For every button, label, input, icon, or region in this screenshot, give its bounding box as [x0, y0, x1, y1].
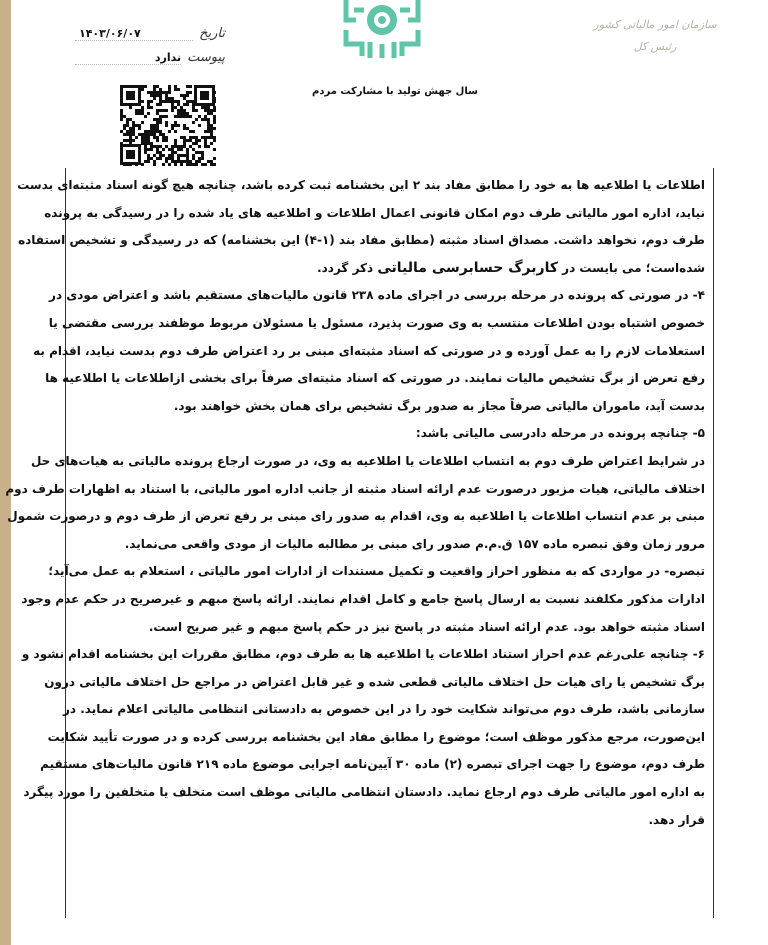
- text-line: رفع تعرض از برگ تشخیص مالیات نمایند. در صورتی که اسناد مثبته‌ای صرفاً برای بخشی ازاطلاعات یا اطلاعیه ها: [45, 371, 705, 386]
- text-line: برگ تشخیص یا رای هیات حل اختلاف مالیاتی قطعی شده و غیر قابل اعتراض در مراجع حل اختلاف مالیاتی درون: [44, 674, 705, 689]
- attachment-value: ندارد: [75, 51, 181, 65]
- paragraph: [21, 641, 705, 834]
- text-line: نیاید، اداره امور مالیاتی طرف دوم امکان قانونی اعمال اطلاعات و اطلاعیه های یاد شده را در رسیدگی به پرونده: [44, 205, 705, 220]
- date-field: [75, 26, 225, 41]
- text-line: استعلامات لازم را به عمل آورده و در صورتی که اسناد مثبته‌ای مبنی بر رد اعتراض طرف دوم بدست نیاید، اقدام به: [33, 343, 705, 358]
- paragraph: [5, 448, 705, 558]
- document-body: [5, 172, 705, 834]
- paragraph: [17, 172, 705, 282]
- year-slogan: سال جهش تولید با مشارکت مردم: [312, 86, 478, 97]
- text-line: خصوص اشتباه بودن اطلاعات منتسب به وی صورت پذیرد، مسئول یا مسئولان مربوط موظفند بررسی مقتضی یا: [48, 315, 705, 330]
- paragraph: [33, 282, 705, 420]
- date-label: تاریخ: [199, 26, 225, 41]
- attachment-label: پیوست: [187, 50, 225, 65]
- paragraph: [21, 558, 705, 641]
- text-line: اختلاف مالیاتی، هیات مزبور درصورت عدم ارائه اسناد مثبته از جانب اداره امور مالیاتی، با استناد به اظهارات طرف دوم: [5, 481, 705, 496]
- text-line: تبصره- در مواردی که به منظور احراز واقعیت و تکمیل مستندات از ادارات امور مالیاتی ، استعلام به عمل می‌آید؛: [48, 564, 705, 579]
- text-line: سازمانی باشد، طرف دوم می‌تواند شکایت خود را در این خصوص به دادستانی انتظامی مالیاتی اعلام نماید. در: [62, 702, 705, 717]
- text-fragment: شده‌است؛ می بایست در: [562, 260, 705, 275]
- text-fragment: ذکر گردد.: [317, 260, 374, 275]
- text-line: طرف دوم، موضوع را جهت اجرای تبصره (۲) ماده ۳۰ آیین‌نامه اجرایی موضوع ماده ۲۱۹ قانون مالیات‌های مستقیم: [40, 757, 705, 772]
- text-line: مرور زمان وفق تبصره ماده ۱۵۷ ق.م.م صدور رای مبنی بر مطالبه مالیات از مودی واقعی می‌نماید.: [124, 536, 705, 551]
- date-value: ۱۴۰۳/۰۶/۰۷: [75, 27, 193, 41]
- text-line: بدست آید، ماموران مالیاتی صرفاً مجاز به صدور برگ تشخیص برای همان بخش خواهند بود.: [173, 398, 705, 413]
- text-line: به اداره امور مالیاتی طرف دوم ارجاع نماید. دادستان انتظامی مالیاتی موظف است متخلف یا متخلفین را مورد پیگرد: [23, 785, 705, 800]
- qr-code: [120, 85, 215, 165]
- tax-organization-logo: [342, 0, 422, 58]
- text-line: اسناد مثبته خواهد بود. عدم ارائه اسناد مثبته در پاسخ نیز در حکم پاسخ مبهم و غیر صریح است.: [148, 619, 705, 634]
- text-line: این‌صورت، مرجع مذکور موظف است؛ موضوع را مطابق مفاد این بخشنامه بررسی کرده و در صورت تأیید شکایت: [47, 729, 705, 744]
- text-line: اطلاعات یا اطلاعیه ها به خود را مطابق مفاد بند ۲ این بخشنامه ثبت کرده باشد، چنانچه هیچ گونه اسناد مثبته‌ای بدست: [17, 178, 705, 192]
- text-line: قرار دهد.: [648, 812, 705, 827]
- text-line: طرف دوم، نخواهد داشت. مصداق اسناد مثبته (مطابق مفاد بند (۱-۴) این بخشنامه) که در رسیدگی و تشخیص استفاده: [18, 233, 705, 248]
- text-line: ۴- در صورتی که پرونده در مرحله بررسی در اجرای ماده ۲۳۸ قانون مالیات‌های مستقیم باشد و اعتراض مودی در: [49, 288, 705, 303]
- page-edge: [0, 0, 11, 945]
- handwritten-signature: سازمان امور مالیاتی کشور رئیس کل: [593, 18, 717, 53]
- text-line: [72, 255, 705, 283]
- text-line: در شرایط اعتراض طرف دوم به انتساب اطلاعات یا اطلاعیه به وی، در صورت ارجاع پرونده مالیاتی به هیات‌های حل: [30, 453, 705, 468]
- text-line: مبنی بر عدم انتساب اطلاعات یا اطلاعیه به وی، اقدام به صدور رای مبنی بر رفع تعرض از طرف دوم و درصورت شمول: [7, 509, 705, 524]
- attachment-field: [75, 50, 225, 65]
- paragraph: [72, 420, 705, 448]
- highlighted-term: کاربرگ حسابرسی مالیاتی: [377, 259, 558, 276]
- text-line: ۵- چنانچه پرونده در مرحله دادرسی مالیاتی باشد:: [415, 426, 705, 441]
- text-line: ۶- چنانچه علی‌رغم عدم احراز استناد اطلاعات یا اطلاعیه ها به طرف دوم، مطابق مقررات این بخشنامه اقدام نشود و: [21, 647, 705, 662]
- text-line: ادارات مذکور مکلفند نسبت به ارسال پاسخ جامع و کامل اقدام نمایند. ارائه پاسخ مبهم و غیرصریح در حکم عدم وجود: [21, 591, 705, 606]
